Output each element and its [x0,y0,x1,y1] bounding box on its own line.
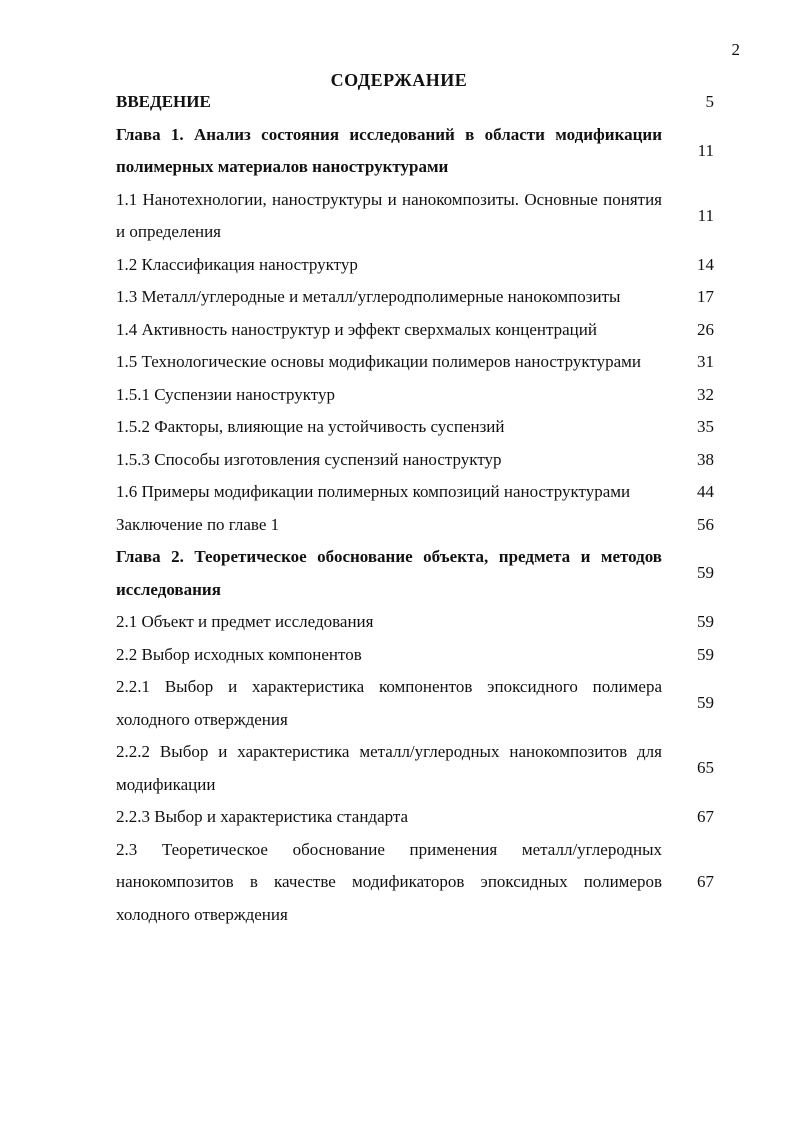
toc-entry-text: 2.2.3 Выбор и характеристика стандарта [116,807,409,826]
toc-entry-text: 2.2.2 Выбор и характеристика металл/углеродных нанокомпозитов для модификации [116,742,662,794]
toc-entry-1-5-1[interactable] [116,379,716,412]
toc-entry-text: 1.1 Нанотехнологии, наноструктуры и нанокомпозиты. Основные понятия и определения [116,189,662,241]
toc-entry-2-2[interactable] [116,639,716,672]
toc-entry-1-3[interactable] [116,281,716,314]
toc-entry-1-1[interactable] [116,184,716,249]
toc-entry-page: 5 [705,92,714,111]
toc-entry-1-2[interactable] [116,249,716,282]
toc-entry-text: 1.5.3 Способы изготовления суспензий наноструктур [116,449,502,469]
toc-entry-text: 1.4 Активность наноструктур и эффект сверхмалых концентраций [116,319,597,339]
toc-entry-text: Заключение по главе 1 [116,514,280,534]
toc-entry-text: Глава 1. Анализ состояния исследований в области модификации полимерных материалов наноструктурами [116,124,662,176]
toc-entry-1-5-3[interactable] [116,444,716,477]
toc-entry-page: 59 [697,693,714,713]
toc-entry-page: 38 [697,449,714,469]
toc-entry-chapter-2[interactable] [116,541,716,606]
toc-entry-page: 56 [697,514,714,534]
toc-entry-text: 1.6 Примеры модификации полимерных композиций наноструктурами [116,482,631,501]
toc-title: СОДЕРЖАНИЕ [330,70,468,90]
toc-entry-text: 1.2 Классификация наноструктур [116,254,358,274]
toc-entry-text: 1.3 Металл/углеродные и металл/углеродполимерные нанокомпозиты [116,287,621,306]
toc-entry-text: 1.5.2 Факторы, влияющие на устойчивость суспензий [116,417,505,436]
toc-entry-page: 11 [697,140,714,160]
toc-entry-page: 17 [697,287,714,306]
toc-entry-page: 59 [697,563,714,583]
toc-entry-page: 67 [697,807,714,826]
page-number: 2 [731,40,740,59]
toc-entry-2-1[interactable] [116,606,716,639]
toc-entry-2-2-1[interactable] [116,671,716,736]
toc-entry-page: 31 [697,352,714,371]
toc-entry-page: 11 [697,205,714,225]
toc-entry-text: 1.5.1 Суспензии наноструктур [116,384,335,404]
toc-entry-2-3[interactable] [116,834,716,932]
toc-entry-page: 44 [697,482,714,501]
toc-entry-text: ВВЕДЕНИЕ [116,92,211,111]
table-of-contents [116,86,716,931]
toc-entry-text: 2.2 Выбор исходных компонентов [116,644,362,664]
toc-entry-page: 14 [697,254,714,274]
toc-entry-page: 32 [697,384,714,404]
toc-entry-2-2-2[interactable] [116,736,716,801]
toc-entry-page: 35 [697,417,714,436]
toc-entry-text: 2.3 Теоретическое обоснование применения металл/углеродных нанокомпозитов в качестве модификаторов эпоксидных полимеров холодного отверждения [116,839,662,924]
toc-entry-page: 67 [697,872,714,891]
toc-entry-2-2-3[interactable] [116,801,716,834]
toc-entry-introduction[interactable] [116,86,716,119]
toc-entry-1-6[interactable] [116,476,716,509]
toc-entry-page: 59 [697,644,714,664]
toc-entry-text: Глава 2. Теоретическое обоснование объекта, предмета и методов исследования [116,547,662,599]
toc-entry-text: 2.1 Объект и предмет исследования [116,612,374,631]
toc-entry-text: 2.2.1 Выбор и характеристика компонентов эпоксидного полимера холодного отверждения [116,677,662,729]
toc-entry-page: 59 [697,612,714,631]
toc-entry-page: 65 [697,758,714,778]
toc-entry-1-5[interactable] [116,346,716,379]
toc-entry-conclusion-1[interactable] [116,509,716,542]
toc-entry-chapter-1[interactable] [116,119,716,184]
toc-entry-1-4[interactable] [116,314,716,347]
toc-entry-page: 26 [697,319,714,339]
toc-entry-1-5-2[interactable] [116,411,716,444]
toc-entry-text: 1.5 Технологические основы модификации полимеров наноструктурами [116,352,641,371]
